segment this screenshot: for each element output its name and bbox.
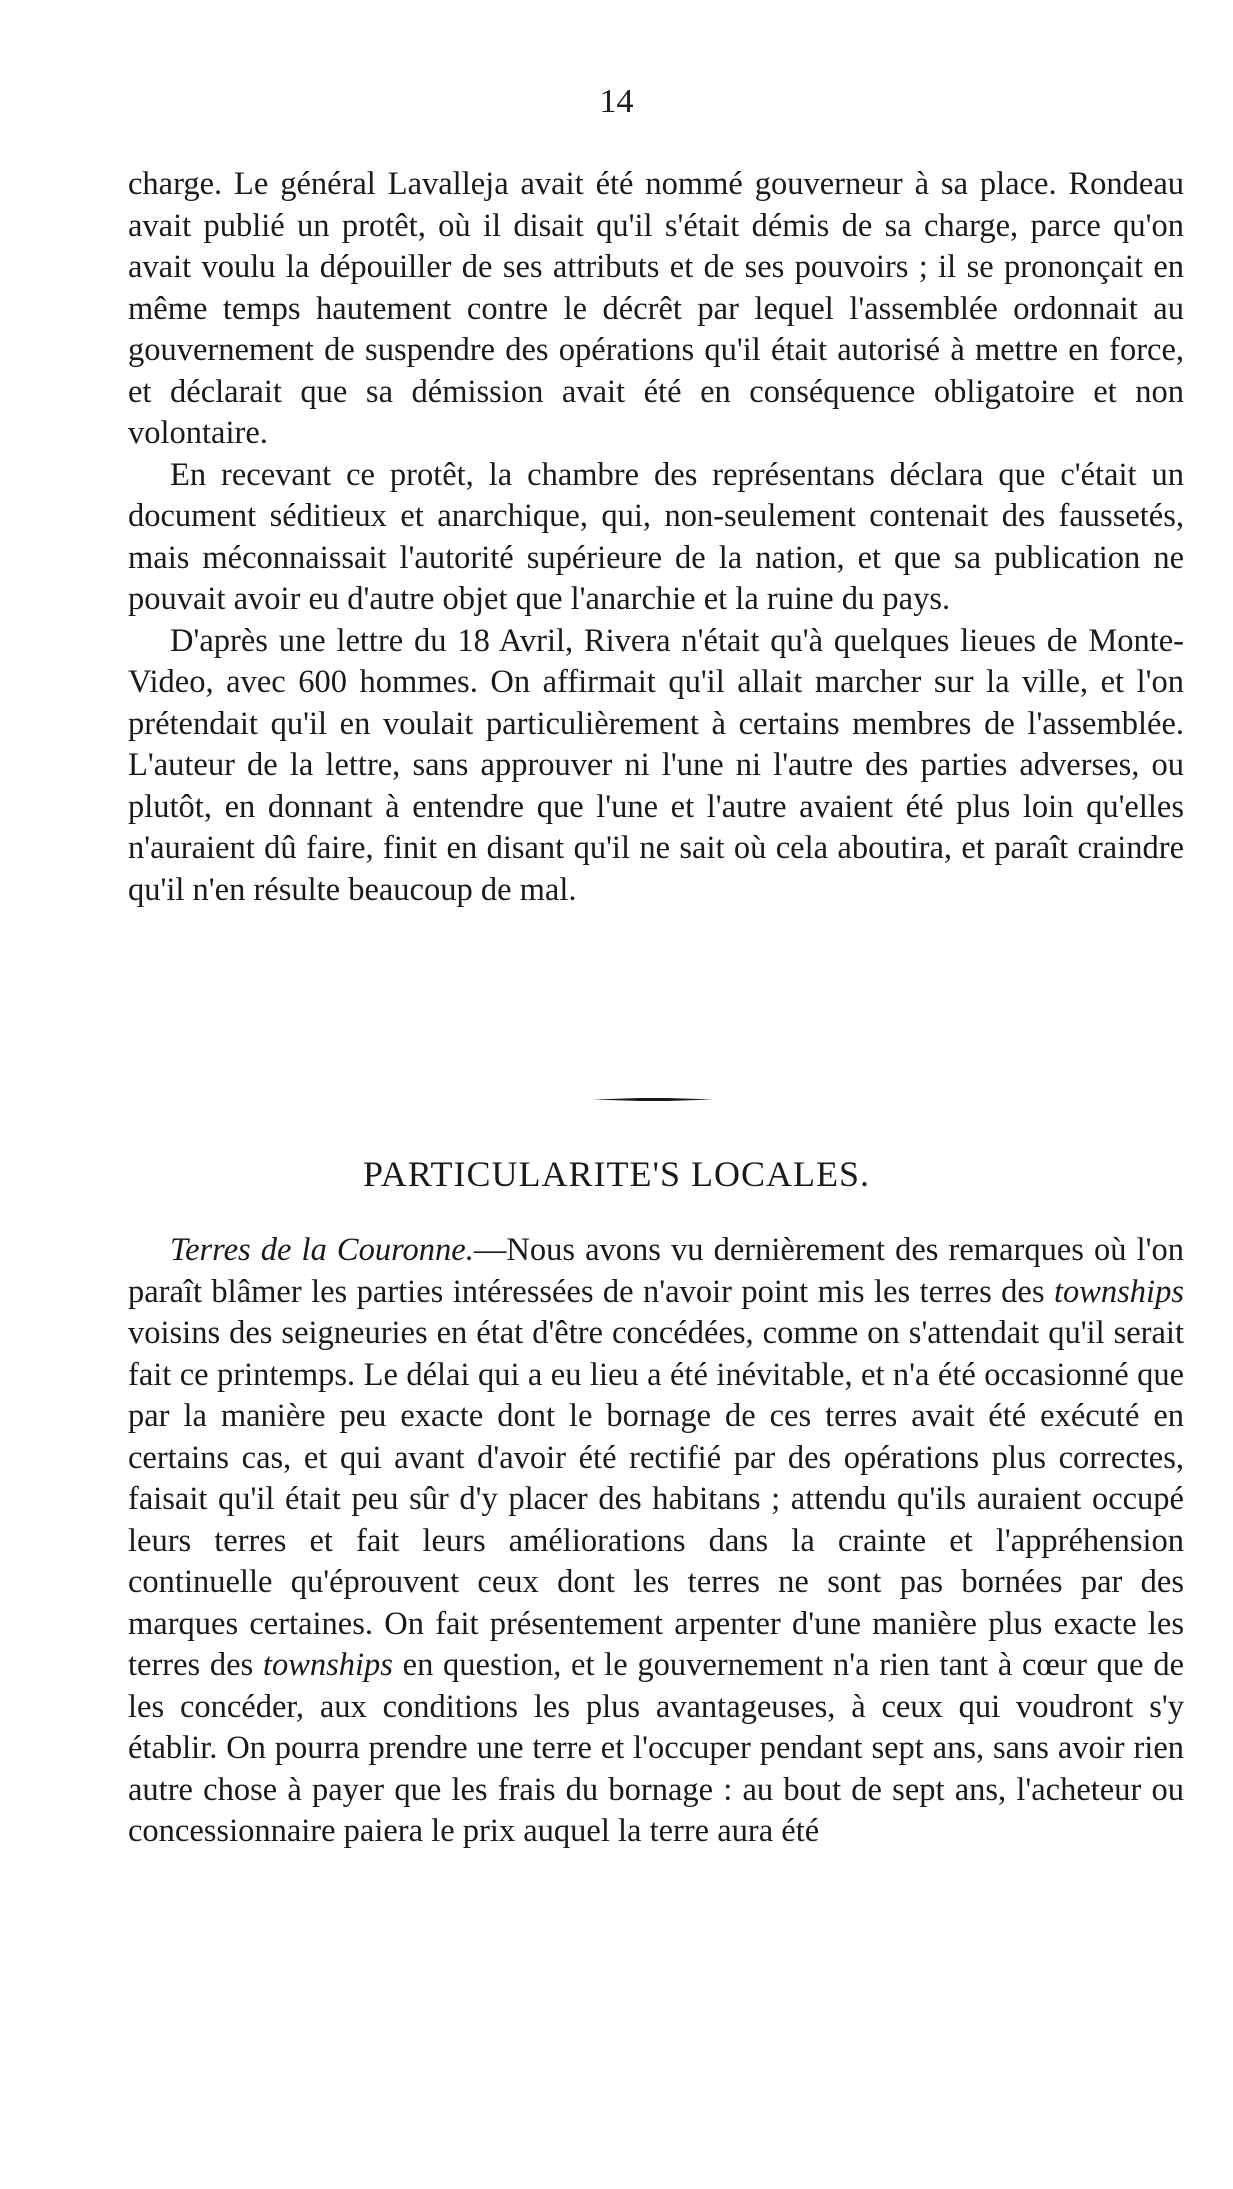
section-heading: PARTICULARITE'S LOCALES.	[362, 1154, 871, 1194]
paragraph-text-part: voisins des seigneuries en état d'être concédées, comme on s'attendait qu'il serait fait ce printemps. Le délai qui a eu lieu a été inévitable, et n'a été occasionné que par la manière peu exacte dont le bornage de ces terres avait été exécuté en certains cas, et qui avant d'avoir été rectifié par des opérations plus correctes, faisait qu'il était peu sûr d'y placer des habitans ; attendu qu'ils auraient occupé leurs terres et fait leurs améliorations dans la crainte et l'appréhension continuelle qu'éprouvent ceux dont les terres ne sont pas bornées par des marques certaines. On fait présentement arpenter d'une manière plus exacte les terres des	[128, 1315, 1184, 1683]
italic-term: townships	[1053, 1273, 1184, 1310]
paragraph-continuation: charge. Le général Lavalleja avait été nommé gouverneur à sa place. Rondeau avait publié un protêt, où il disait qu'il s'était démis de sa charge, parce qu'on avait voulu la dépouiller de ses attributs et de ses pouvoirs ; il se prononçait en même temps hautement contre le décrêt par lequel l'assemblée ordonnait au gouvernement de suspendre des opérations qu'il était autorisé à mettre en force, et déclarait que sa démission avait été en conséquence obligatoire et non volontaire.	[128, 166, 1184, 451]
page-number: 14	[599, 83, 634, 120]
paragraph-chamber-response: En recevant ce protêt, la chambre des représentans déclara que c'était un document séditieux et anarchique, qui, non-seulement contenait des faussetés, mais méconnaissait l'autorité supérieure de la nation, et que sa publication ne pouvait avoir eu d'autre objet que l'anarchie et la ruine du pays.	[128, 456, 1184, 617]
section-divider-ornament	[593, 1097, 713, 1102]
paragraph-lead-title: Terres de la Couronne.	[170, 1232, 474, 1268]
news-article-body	[128, 164, 1184, 911]
italic-term: townships	[262, 1647, 393, 1683]
section-body	[128, 1230, 1184, 1853]
paragraph-text-part: —Nous avons vu dernièrement des remarques où l'on paraît blâmer les parties intéressées de n'avoir point mis les terres des	[128, 1232, 1184, 1310]
paragraph-text-part: en question, et le gouvernement n'a rien tant à cœur que de les concéder, aux conditions les plus avantageuses, à ceux qui voudront s'y établir. On pourra prendre une terre et l'occuper pendant sept ans, sans avoir rien autre chose à payer que les frais du bornage : au bout de sept ans, l'acheteur ou concessionnaire paiera le prix auquel la terre aura été	[128, 1647, 1184, 1849]
paragraph-rivera-letter: D'après une lettre du 18 Avril, Rivera n'était qu'à quelques lieues de Monte-Video, avec 600 hommes. On affirmait qu'il allait marcher sur la ville, et l'on prétendait qu'il en voulait particulièrement à certains membres de l'assemblée. L'auteur de la lettre, sans approuver ni l'une ni l'autre des parties adverses, ou plutôt, en donnant à entendre que l'une et l'autre avaient été plus loin qu'elles n'auraient dû faire, finit en disant qu'il ne sait où cela aboutira, et paraît craindre qu'il n'en résulte beaucoup de mal.	[128, 622, 1184, 908]
paragraph-crown-lands	[128, 1230, 1184, 1853]
